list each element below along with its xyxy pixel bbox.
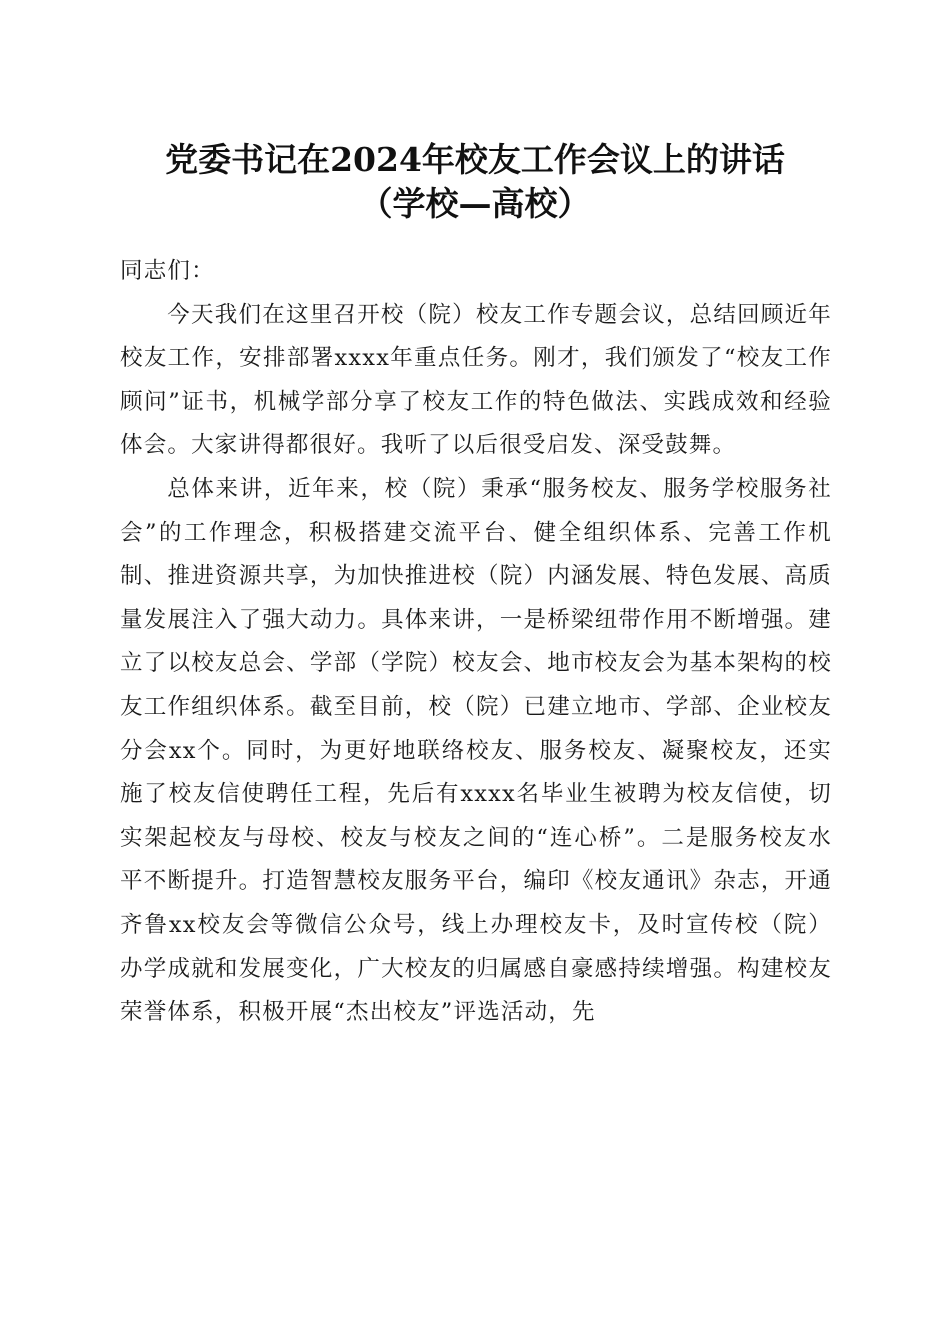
- document-subtitle: （学校—高校）: [359, 184, 591, 223]
- document-title: 党委书记在2024年校友工作会议上的讲话: [165, 140, 785, 179]
- paragraph-2: 总体来讲，近年来，校（院）秉承“服务校友、服务学校服务社会”的工作理念，积极搭建交流平台、健全组织体系、完善工作机制、推进资源共享，为加快推进校（院）内涵发展、特色发展、高质量发展注入了强大动力。具体来讲，一是桥梁纽带作用不断增强。建立了以校友总会、学部（学院）校友会、地市校友会为基本架构的校友工作组织体系。截至目前，校（院）已建立地市、学部、企业校友分会xx个。同时，为更好地联络校友、服务校友、凝聚校友，还实施了校友信使聘任工程，先后有xxxx名毕业生被聘为校友信使，切实架起校友与母校、校友与校友之间的“连心桥”。二是服务校友水平不断提升。打造智慧校友服务平台，编印《校友通讯》杂志，开通齐鲁xx校友会等微信公众号，线上办理校友卡，及时宣传校（院）办学成就和发展变化，广大校友的归属感自豪感持续增强。构建校友荣誉体系，积极开展“杰出校友”评选活动，先: [120, 475, 832, 1026]
- document-body: [120, 250, 832, 1035]
- salutation: 同志们：: [120, 258, 215, 284]
- paragraph-1: 今天我们在这里召开校（院）校友工作专题会议，总结回顾近年校友工作，安排部署xxxx年重点任务。刚才，我们颁发了“校友工作顾问”证书，机械学部分享了校友工作的特色做法、实践成效和经验体会。大家讲得都很好。我听了以后很受启发、深受鼓舞。: [120, 301, 832, 459]
